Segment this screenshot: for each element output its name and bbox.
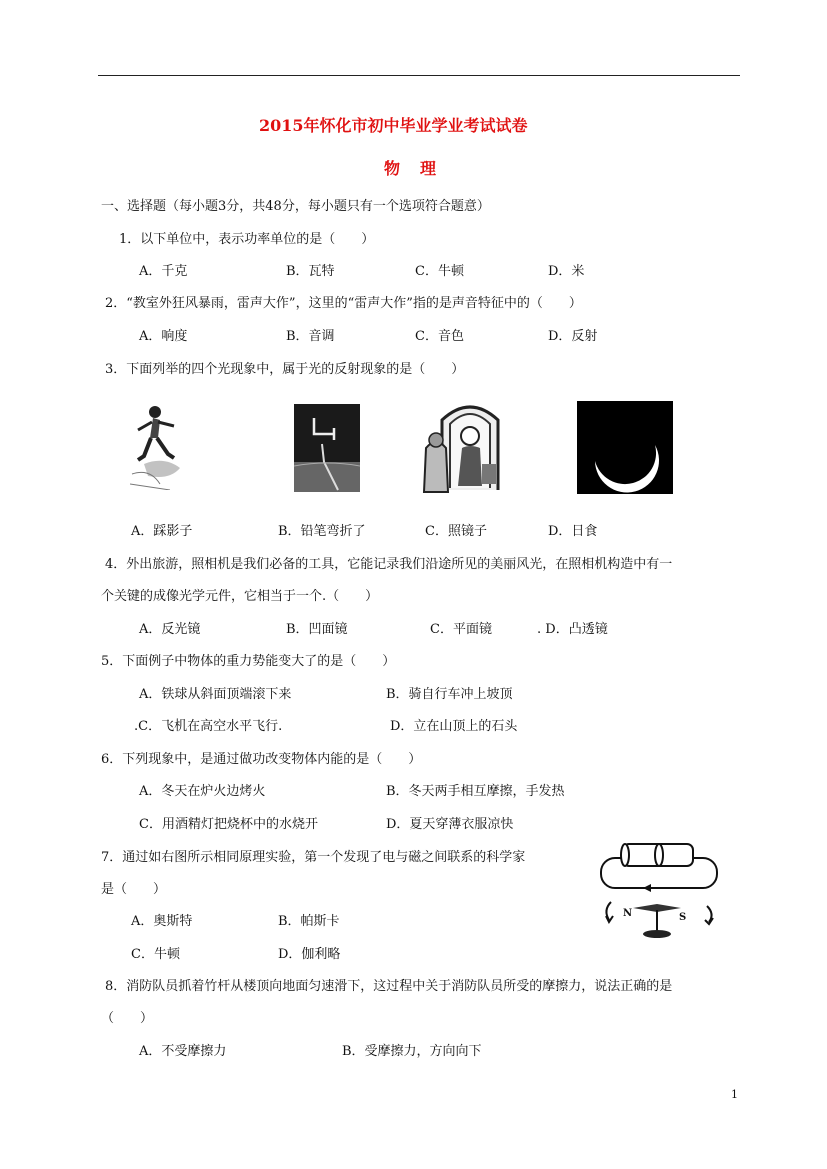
q2-option-a: A．响度: [139, 329, 188, 344]
q4-option-d: . D．凸透镜: [537, 622, 608, 637]
q2-option-b: B．音调: [286, 329, 335, 344]
q1-option-c: C．牛顿: [415, 264, 464, 279]
q1-option-b: B．瓦特: [286, 264, 335, 279]
pencil-in-water-image: [294, 404, 360, 492]
q2-option-c: C．音色: [415, 329, 464, 344]
compass-north-label: N: [623, 908, 633, 919]
question-8-line-1: 8．消防队员抓着竹杆从楼顶向地面匀速滑下，这过程中关于消防队员所受的摩擦力，说法正确的是: [105, 979, 673, 994]
q7-option-a: A．奥斯特: [131, 914, 193, 929]
q3-option-d: D．日食: [548, 524, 598, 539]
subject-title: 物 理: [384, 159, 439, 178]
q3-option-b: B．铅笔弯折了: [278, 524, 366, 539]
q7-option-c: C．牛顿: [131, 947, 180, 962]
kid-stepping-shadow-image: [130, 404, 200, 490]
q1-option-d: D．米: [548, 264, 585, 279]
q6-option-b: B．冬天两手相互摩擦，手发热: [386, 784, 565, 799]
oersted-experiment-figure: [597, 838, 721, 942]
question-7-line-2: 是（ ）: [101, 882, 167, 897]
question-4-line-2: 个关键的成像光学元件，它相当于一个.（ ）: [101, 589, 379, 604]
solar-eclipse-image: [577, 401, 673, 494]
q5-option-b: B．骑自行车冲上坡顶: [386, 687, 513, 702]
question-2: 2．“教室外狂风暴雨，雷声大作”，这里的“雷声大作”指的是声音特征中的（ ）: [105, 296, 582, 311]
q1-option-a: A．千克: [139, 264, 188, 279]
question-8-line-2: （ ）: [101, 1011, 154, 1026]
question-6: 6．下列现象中，是通过做功改变物体内能的是（ ）: [101, 752, 422, 767]
section-heading: 一、选择题（每小题3分，共48分，每小题只有一个选项符合题意）: [101, 199, 490, 214]
q6-option-a: A．冬天在炉火边烤火: [139, 784, 266, 799]
q8-option-b: B．受摩擦力，方向向下: [342, 1044, 482, 1059]
q3-option-c: C．照镜子: [425, 524, 487, 539]
q6-option-c: C．用酒精灯把烧杯中的水烧开: [139, 817, 318, 832]
person-in-mirror-image: [422, 400, 518, 494]
q7-option-b: B．帕斯卡: [278, 914, 340, 929]
q5-option-c: .C．飞机在高空水平飞行.: [134, 719, 283, 734]
q2-option-d: D．反射: [548, 329, 598, 344]
compass-south-label: S: [679, 912, 687, 923]
q4-option-a: A．反光镜: [139, 622, 201, 637]
q4-option-c: C．平面镜: [430, 622, 492, 637]
q7-option-d: D．伽利略: [278, 947, 341, 962]
q3-option-a: A．踩影子: [131, 524, 193, 539]
exam-title: 2015年怀化市初中毕业学业考试试卷: [259, 116, 528, 135]
q5-option-a: A．铁球从斜面顶端滚下来: [139, 687, 292, 702]
header-rule: [98, 75, 740, 76]
question-5: 5．下面例子中物体的重力势能变大了的是（ ）: [101, 654, 396, 669]
q6-option-d: D．夏天穿薄衣服凉快: [386, 817, 514, 832]
q5-option-d: D．立在山顶上的石头: [390, 719, 518, 734]
question-1: 1．以下单位中，表示功率单位的是（ ）: [119, 232, 375, 247]
question-3: 3．下面列举的四个光现象中，属于光的反射现象的是（ ）: [105, 362, 465, 377]
page-number: 1: [731, 1088, 738, 1101]
q4-option-b: B．凹面镜: [286, 622, 348, 637]
q8-option-a: A．不受摩擦力: [139, 1044, 227, 1059]
question-4-line-1: 4．外出旅游，照相机是我们必备的工具，它能记录我们沿途所见的美丽风光，在照相机构造中有一: [105, 557, 673, 572]
question-7-line-1: 7．通过如右图所示相同原理实验，第一个发现了电与磁之间联系的科学家: [101, 850, 526, 865]
